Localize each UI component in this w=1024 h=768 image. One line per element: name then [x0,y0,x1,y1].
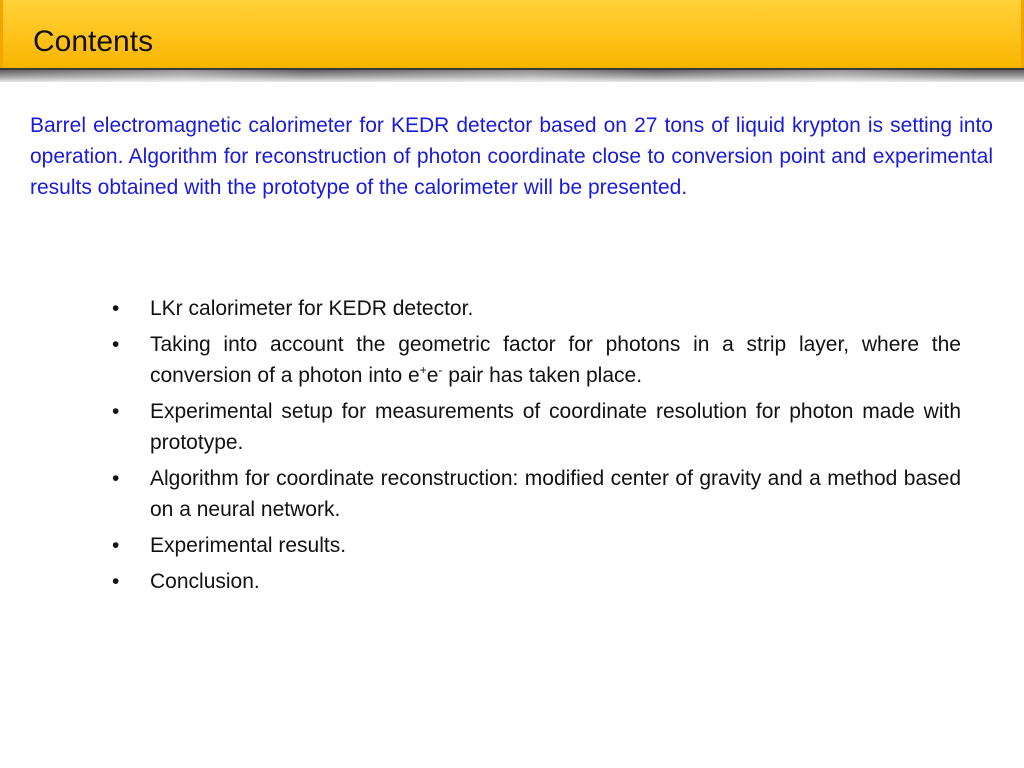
list-item-text: Conclusion. [150,570,260,593]
superscript-minus: - [438,363,443,377]
list-item-text-part: e [426,364,439,387]
bullet-icon: • [112,570,120,593]
list-item-text [150,333,961,387]
contents-list [108,293,961,602]
list-item-text: Experimental setup for measurements of coordinate resolution for photon made with prototype. [150,400,961,454]
list-item [108,293,961,324]
list-item [108,396,961,458]
list-item [108,566,961,597]
title-divider-band [0,68,1024,82]
bullet-icon: • [112,333,120,356]
list-item-text: Experimental results. [150,534,347,557]
slide-title: Contents [33,25,154,58]
list-item [108,463,961,525]
bullet-icon: • [112,467,120,490]
bullet-icon: • [112,297,120,320]
list-item-text: LKr calorimeter for KEDR detector. [150,297,474,320]
abstract-paragraph: Barrel electromagnetic calorimeter for KEDR detector based on 27 tons of liquid krypton is setting into operation. Algorithm for reconstruction of photon coordinate close to conversion point and experimental results obtained with the prototype of the calorimeter will be presented. [30,114,993,199]
list-item [108,530,961,561]
title-bar [0,0,1024,68]
list-item-text: Algorithm for coordinate reconstruction: modified center of gravity and a method based on a neural network. [150,467,961,521]
bullet-icon: • [112,400,120,423]
list-item-text-part: pair has taken place. [442,364,643,387]
superscript-plus: + [419,363,427,377]
list-item-text-part: Taking into account the geometric factor for photons in a strip layer, where the conversion of a photon into e [150,333,961,387]
list-item [108,329,961,391]
bullet-icon: • [112,534,120,557]
